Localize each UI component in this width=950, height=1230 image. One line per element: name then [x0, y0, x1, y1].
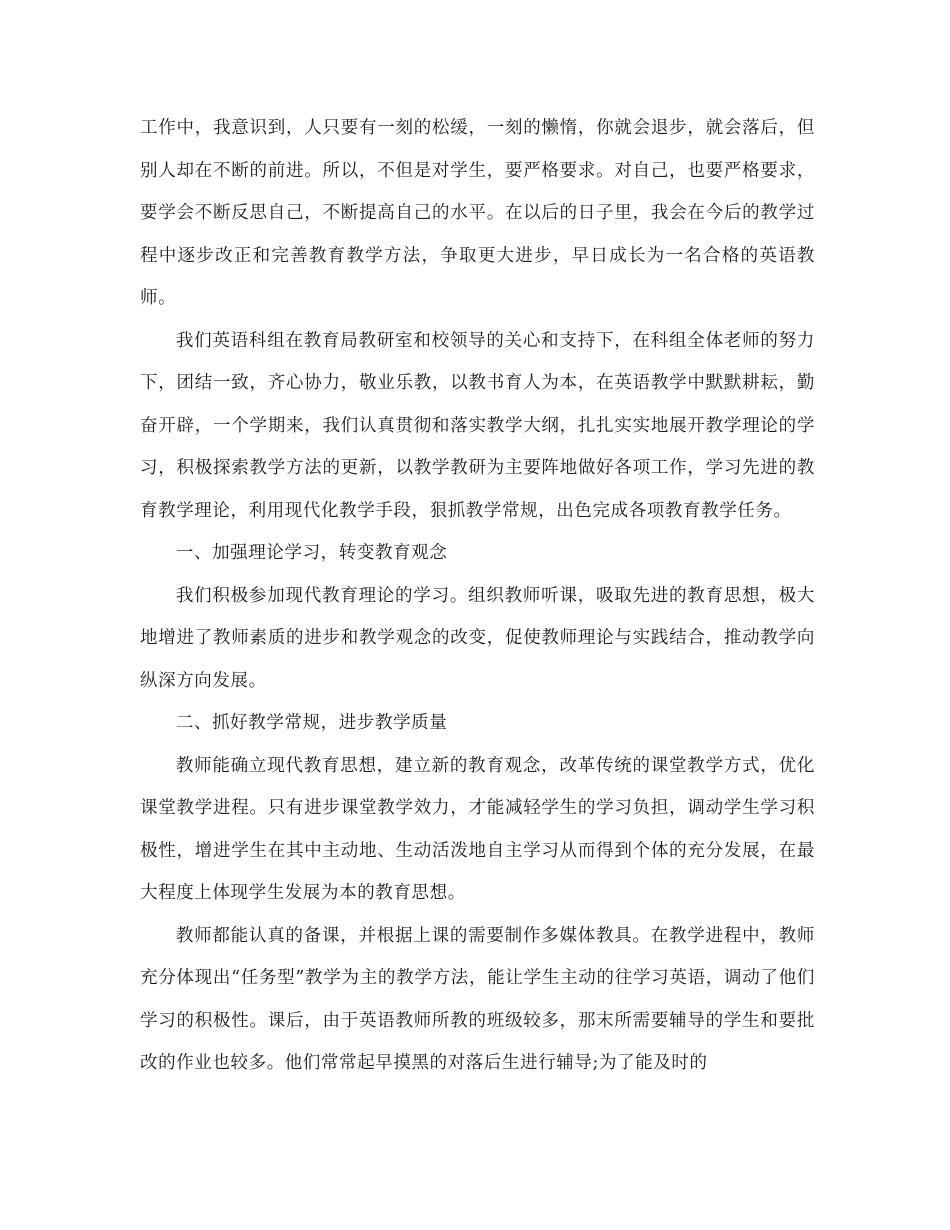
section-heading-teaching-routine: 二、抓好教学常规，进步教学质量	[175, 713, 448, 733]
paragraph-lesson-preparation: 教师都能认真的备课，并根据上课的需要制作多媒体教具。在教学进程中，教师充分体现出“任务型”教学为主的教学方法，能让学生主动的往学习英语，调动了他们学习的积极性。课后，由于英语教师所教的班级较多，那末所需要辅导的学生和要批改的作业也较多。他们常常起早摸黑的对落后生进行辅导;为了能及时的	[140, 925, 815, 1073]
document-body	[140, 107, 815, 1085]
paragraph-theory-study: 我们积极参加现代教育理论的学习。组织教师听课，吸取先进的教育思想，极大地增进了教师素质的进步和教学观念的改变，促使教师理论与实践结合，推动教学向纵深方向发展。	[140, 585, 815, 691]
paragraph-teaching-routine: 教师能确立现代教育思想，建立新的教育观念，改革传统的课堂教学方式，优化课堂教学进程。只有进步课堂教学效力，才能减轻学生的学习负担，调动学生学习积极性，增进学生在其中主动地、生动活泼地自主学习从而得到个体的充分发展，在最大程度上体现学生发展为本的教育思想。	[140, 755, 815, 903]
paragraph-english-group-summary: 我们英语科组在教育局教研室和校领导的关心和支持下，在科组全体老师的努力下，团结一致，齐心协力，敬业乐教，以教书育人为本，在英语教学中默默耕耘，勤奋开辟，一个学期来，我们认真贯彻和落实教学大纲，扎扎实实地展开教学理论的学习，积极探索教学方法的更新，以教学教研为主要阵地做好各项工作，学习先进的教育教学理论，利用现代化教学手段，狠抓教学常规，出色完成各项教育教学任务。	[140, 330, 815, 521]
paragraph-continuation: 工作中，我意识到，人只要有一刻的松缓，一刻的懒惰，你就会退步，就会落后，但别人却在不断的前进。所以，不但是对学生，要严格要求。对自己，也要严格要求，要学会不断反思自己，不断提高自己的水平。在以后的日子里，我会在今后的教学过程中逐步改正和完善教育教学方法，争取更大进步，早日成长为一名合格的英语教师。	[140, 118, 815, 308]
section-heading-theory-study: 一、加强理论学习，转变教育观念	[175, 543, 448, 563]
